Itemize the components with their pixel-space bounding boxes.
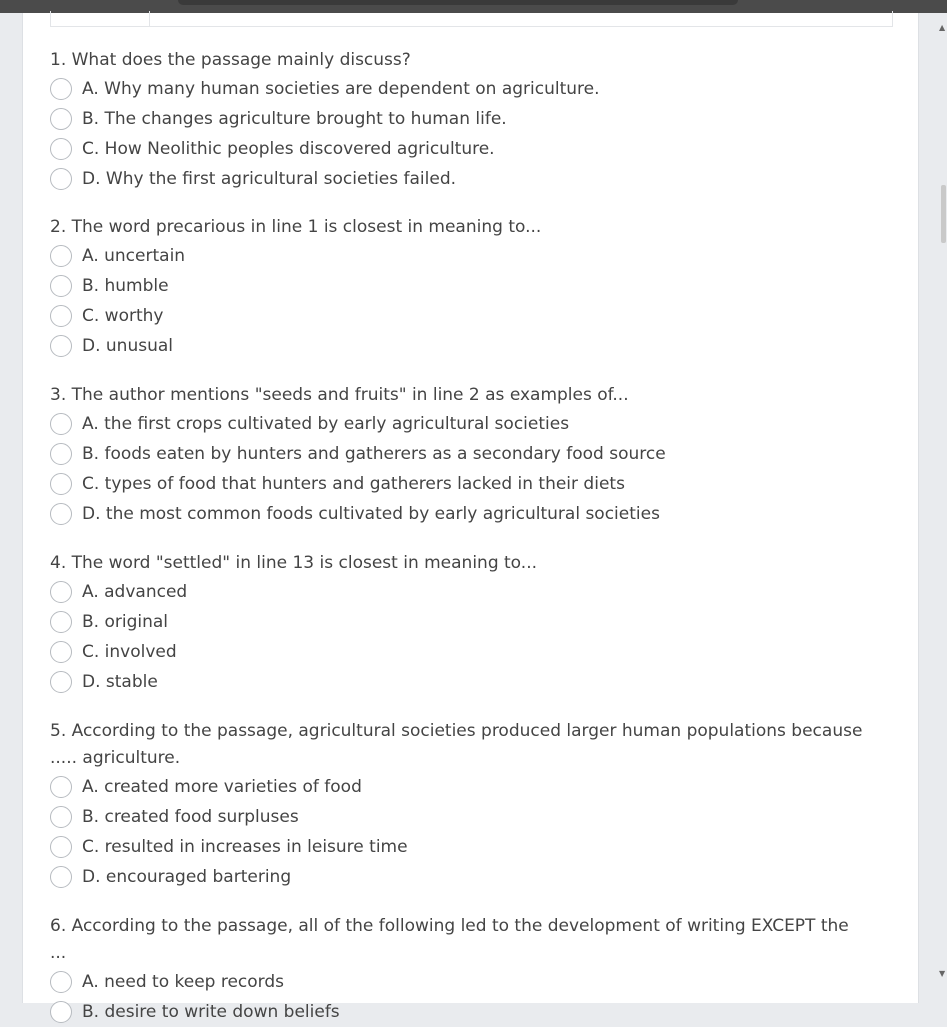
option-label: B. The changes agriculture brought to human life. xyxy=(82,109,507,129)
option-1c[interactable] xyxy=(50,134,870,164)
option-4a[interactable] xyxy=(50,577,870,607)
question-text: 6. According to the passage, all of the following led to the development of writing EXCEPT the ... xyxy=(50,916,849,963)
scroll-down-icon[interactable]: ▼ xyxy=(939,969,946,978)
radio-button[interactable] xyxy=(50,443,72,465)
option-3a[interactable] xyxy=(50,409,870,439)
question-text: 2. The word precarious in line 1 is closest in meaning to... xyxy=(50,217,542,237)
scroll-up-icon[interactable]: ▲ xyxy=(939,23,946,32)
radio-button[interactable] xyxy=(50,305,72,327)
option-4d[interactable] xyxy=(50,667,870,697)
option-5b[interactable] xyxy=(50,802,870,832)
radio-button[interactable] xyxy=(50,971,72,993)
option-1a[interactable] xyxy=(50,74,870,104)
option-2d[interactable] xyxy=(50,331,870,361)
question-text: 1. What does the passage mainly discuss? xyxy=(50,50,411,70)
radio-button[interactable] xyxy=(50,503,72,525)
radio-button[interactable] xyxy=(50,78,72,100)
radio-button[interactable] xyxy=(50,776,72,798)
page-scrollbar[interactable] xyxy=(936,13,947,984)
option-1b[interactable] xyxy=(50,104,870,134)
option-4c[interactable] xyxy=(50,637,870,667)
option-label: D. unusual xyxy=(82,336,173,356)
scroll-thumb[interactable] xyxy=(941,185,946,243)
question-text: 4. The word "settled" in line 13 is closest in meaning to... xyxy=(50,553,537,573)
option-label: C. worthy xyxy=(82,306,164,326)
radio-button[interactable] xyxy=(50,108,72,130)
option-3c[interactable] xyxy=(50,469,870,499)
option-label: B. original xyxy=(82,612,169,632)
option-label: D. stable xyxy=(82,672,158,692)
table-divider xyxy=(149,11,150,26)
option-label: A. created more varieties of food xyxy=(82,777,362,797)
option-label: B. humble xyxy=(82,276,169,296)
option-5a[interactable] xyxy=(50,772,870,802)
option-label: A. Why many human societies are dependent on agriculture. xyxy=(82,79,600,99)
option-label: A. the first crops cultivated by early agricultural societies xyxy=(82,414,570,434)
radio-button[interactable] xyxy=(50,335,72,357)
question-6 xyxy=(50,913,870,1027)
option-6b[interactable] xyxy=(50,997,870,1027)
radio-button[interactable] xyxy=(50,806,72,828)
radio-button[interactable] xyxy=(50,275,72,297)
option-label: A. need to keep records xyxy=(82,972,285,992)
option-3b[interactable] xyxy=(50,439,870,469)
option-label: C. types of food that hunters and gatherers lacked in their diets xyxy=(82,474,625,494)
option-5d[interactable] xyxy=(50,862,870,892)
option-label: B. desire to write down beliefs xyxy=(82,1002,340,1022)
option-label: D. the most common foods cultivated by early agricultural societies xyxy=(82,504,660,524)
option-5c[interactable] xyxy=(50,832,870,862)
radio-button[interactable] xyxy=(50,581,72,603)
option-6a[interactable] xyxy=(50,967,870,997)
option-label: D. Why the first agricultural societies failed. xyxy=(82,169,457,189)
option-2c[interactable] xyxy=(50,301,870,331)
passage-table-bottom xyxy=(50,11,893,27)
radio-button[interactable] xyxy=(50,836,72,858)
question-1 xyxy=(50,47,870,194)
question-3 xyxy=(50,382,870,529)
question-text: 5. According to the passage, agricultural societies produced larger human populations because ..... agriculture. xyxy=(50,721,863,768)
radio-button[interactable] xyxy=(50,1001,72,1023)
radio-button[interactable] xyxy=(50,611,72,633)
question-4 xyxy=(50,550,870,697)
question-5 xyxy=(50,718,870,892)
option-label: A. uncertain xyxy=(82,246,186,266)
option-label: B. created food surpluses xyxy=(82,807,299,827)
quiz-card xyxy=(22,13,919,1022)
radio-button[interactable] xyxy=(50,168,72,190)
option-label: C. involved xyxy=(82,642,177,662)
radio-button[interactable] xyxy=(50,671,72,693)
option-3d[interactable] xyxy=(50,499,870,529)
option-2b[interactable] xyxy=(50,271,870,301)
option-label: C. resulted in increases in leisure time xyxy=(82,837,408,857)
question-text: 3. The author mentions "seeds and fruits" in line 2 as examples of... xyxy=(50,385,629,405)
radio-button[interactable] xyxy=(50,866,72,888)
radio-button[interactable] xyxy=(50,413,72,435)
option-1d[interactable] xyxy=(50,164,870,194)
option-label: C. How Neolithic peoples discovered agriculture. xyxy=(82,139,495,159)
radio-button[interactable] xyxy=(50,473,72,495)
option-2a[interactable] xyxy=(50,241,870,271)
option-label: A. advanced xyxy=(82,582,188,602)
option-4b[interactable] xyxy=(50,607,870,637)
option-label: B. foods eaten by hunters and gatherers as a secondary food source xyxy=(82,444,666,464)
radio-button[interactable] xyxy=(50,138,72,160)
question-2 xyxy=(50,214,870,361)
radio-button[interactable] xyxy=(50,641,72,663)
option-label: D. encouraged bartering xyxy=(82,867,292,887)
top-bar-tab xyxy=(178,0,738,5)
radio-button[interactable] xyxy=(50,245,72,267)
